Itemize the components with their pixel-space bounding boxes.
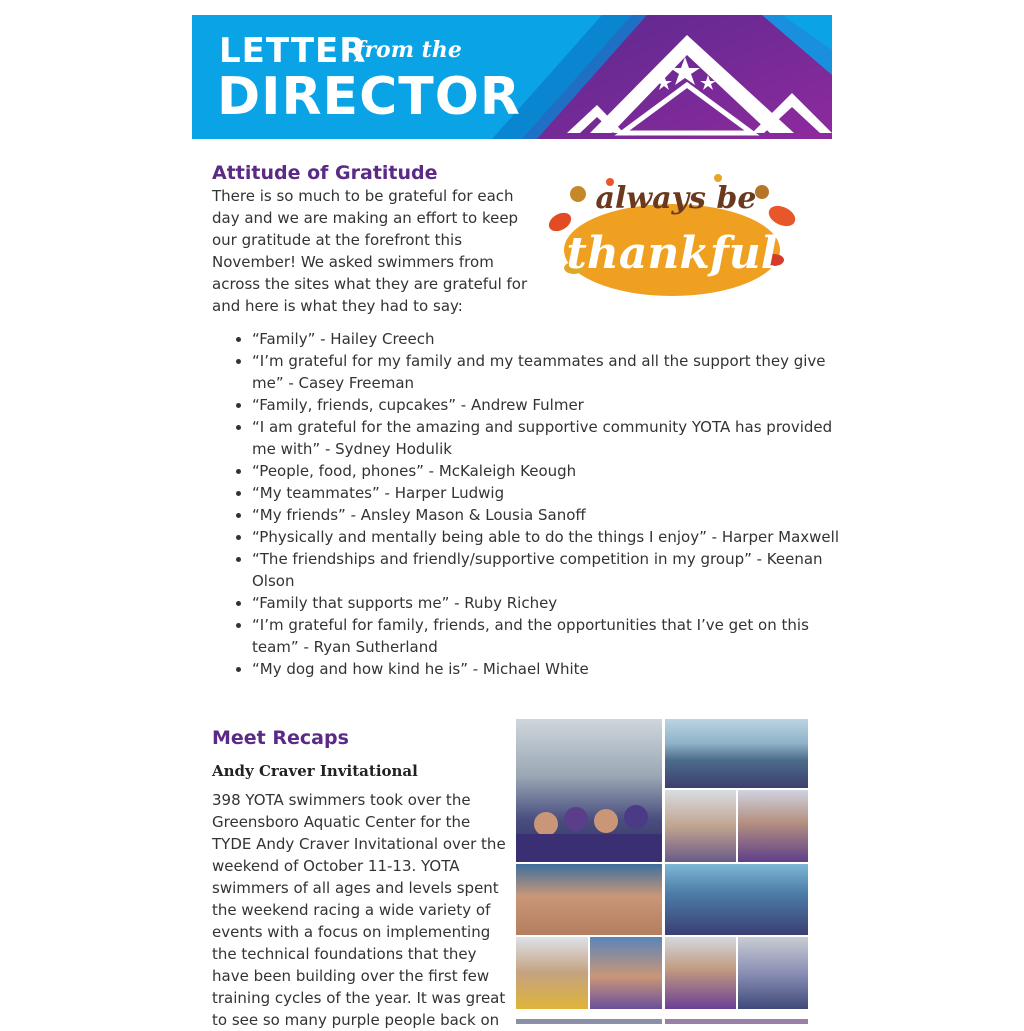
quote-list-item: • “The friendships and friendly/supportive competition in my group” - Keenan Olson — [252, 548, 852, 592]
gratitude-intro: There is so much to be grateful for each day and we are making an effort to keep our gratitude at the forefront this November! We asked swimmers from across the sites what they are grateful for and here is what they had to say: — [212, 187, 528, 315]
banner-title-from-the: from the — [355, 37, 462, 63]
quote-list-item: • “I’m grateful for family, friends, and the opportunities that I’ve get on this team” - Ryan Sutherland — [252, 614, 852, 658]
photo-selfie — [590, 937, 662, 1009]
meet-recap-text: 398 YOTA swimmers took over the Greensboro Aquatic Center for the TYDE Andy Craver Invitational over the weekend of October 11-13. YOTA swimmers of all ages and levels spent the weekend racing a wide variety of events with a focus on implementing the technical foundations that they have been building over the first few training cycles of the year. It was great to see so many purple people back on — [212, 791, 506, 1029]
gratitude-quote-list — [212, 328, 852, 680]
photo-kids-row — [516, 937, 588, 1009]
photo-bottom-right — [665, 1019, 808, 1024]
quote-list-item: • “My friends” - Ansley Mason & Lousia Sanoff — [252, 504, 852, 526]
always-be-thankful-graphic — [548, 164, 800, 302]
banner-title-director: DIRECTOR — [217, 67, 521, 127]
quote-list-item: • “My dog and how kind he is” - Michael White — [252, 658, 852, 680]
quote-list-item: • “I’m grateful for my family and my teammates and all the support they give me” - Casey Freeman — [252, 350, 852, 394]
graphic-text-thankful: thankful — [566, 228, 778, 279]
quote-list-item: • “Physically and mentally being able to do the things I enjoy” - Harper Maxwell — [252, 526, 852, 548]
photo-swimmers-pose — [665, 790, 736, 862]
photo-stands-crowd — [665, 719, 808, 788]
meet-photo-collage — [516, 719, 808, 1024]
photo-boys-pool — [516, 864, 662, 935]
photo-stands-kids — [738, 937, 808, 1009]
quote-list-item: • “My teammates” - Harper Ludwig — [252, 482, 852, 504]
quote-list-item: • “Family that supports me” - Ruby Richey — [252, 592, 852, 614]
graphic-text-always-be: always be — [595, 181, 757, 216]
meet-recaps-heading: Meet Recaps — [212, 727, 349, 749]
photo-bottom-left — [516, 1019, 662, 1024]
photo-girls-group — [738, 790, 808, 862]
gratitude-heading: Attitude of Gratitude — [212, 162, 438, 184]
quote-list-item: • “I am grateful for the amazing and supportive community YOTA has provided me with” - Sydney Hodulik — [252, 416, 852, 460]
quote-list-item: • “People, food, phones” - McKaleigh Keough — [252, 460, 852, 482]
meet-title: Andy Craver Invitational — [212, 762, 418, 780]
quote-list-item: • “Family” - Hailey Creech — [252, 328, 852, 350]
photo-team-bleachers — [665, 864, 808, 935]
photo-team-huddle — [516, 719, 662, 862]
quote-list-item: • “Family, friends, cupcakes” - Andrew Fulmer — [252, 394, 852, 416]
banner-title-letter: LETTER — [219, 31, 367, 71]
photo-girls-team — [665, 937, 736, 1009]
letter-from-director-banner — [192, 15, 832, 139]
